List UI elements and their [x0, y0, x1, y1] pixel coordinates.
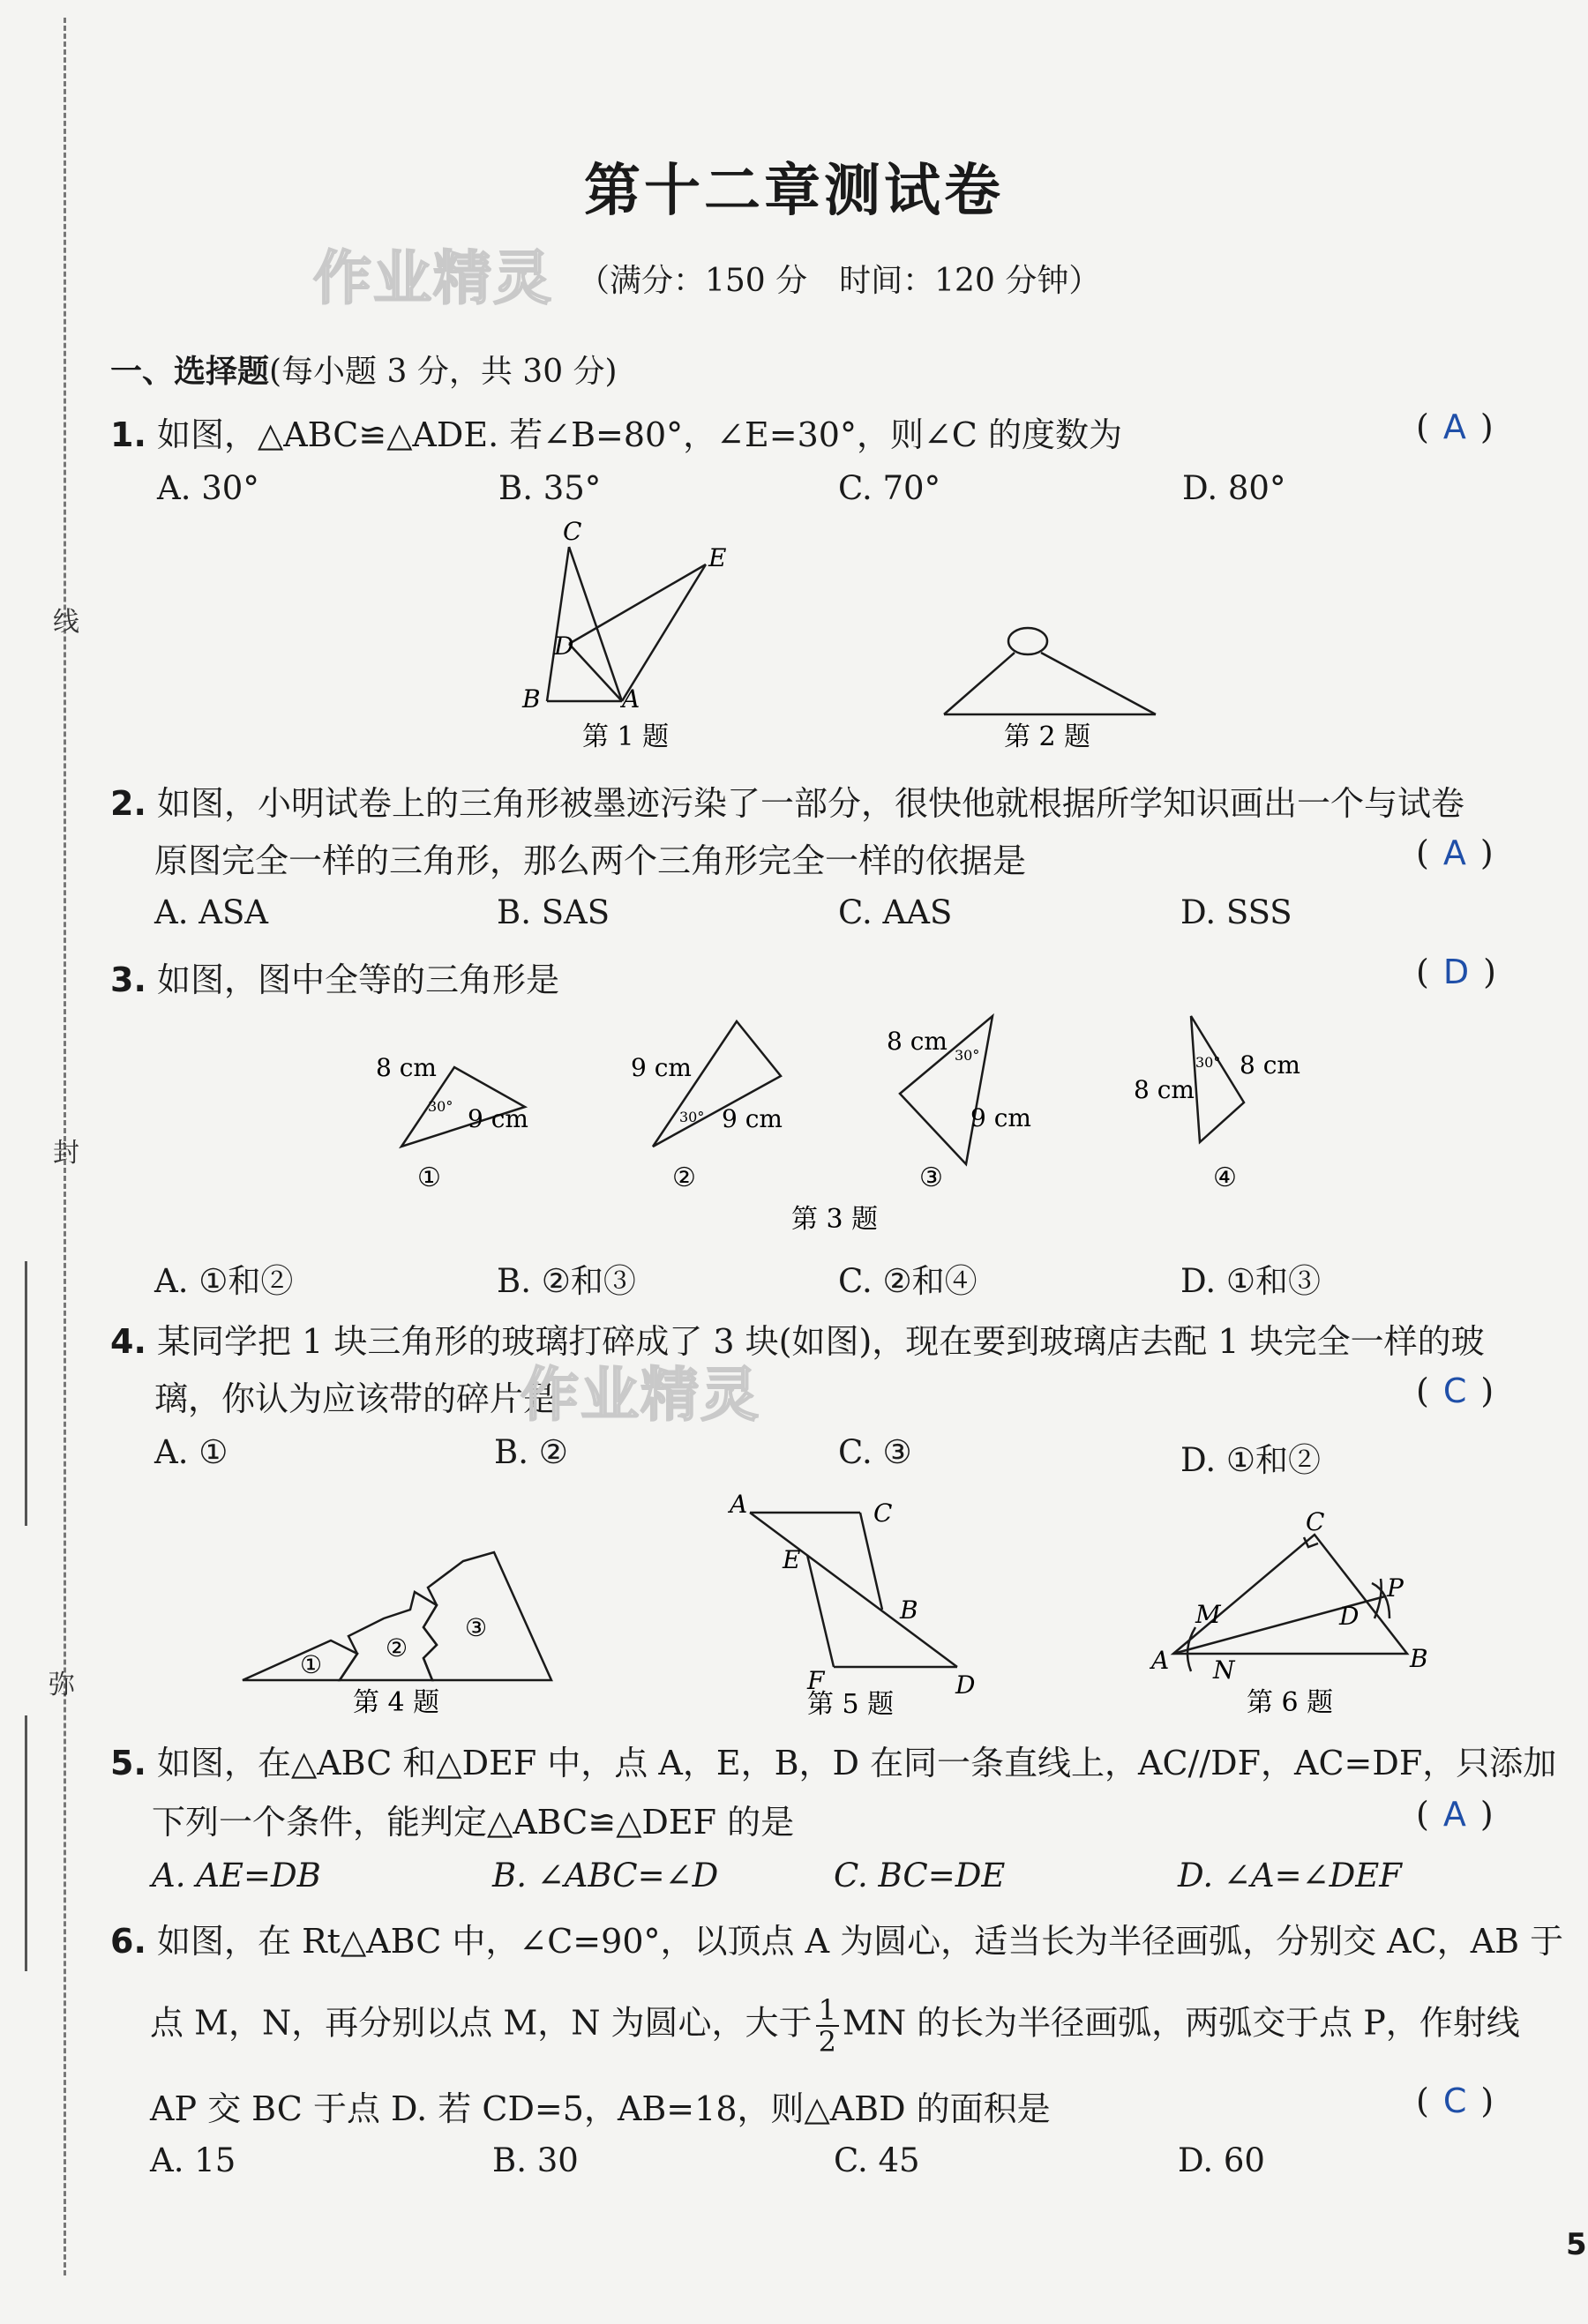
label-B: B	[1410, 1644, 1428, 1673]
question-text-line2: 原图完全一样的三角形，那么两个三角形完全一样的依据是	[154, 841, 1027, 880]
section-heading	[110, 347, 618, 392]
answer-value: A	[1442, 407, 1466, 446]
figure-3	[362, 1005, 1341, 1244]
option-d: D. ①和③	[1180, 1262, 1322, 1300]
question-text-line2: 下列一个条件，能判定△ABC≌△DEF 的是	[152, 1803, 795, 1842]
option-a: A. ASA	[154, 893, 269, 931]
option-b: B. ②	[494, 1433, 568, 1471]
piece-3: ③	[465, 1613, 488, 1642]
figure-caption: 第 5 题	[807, 1689, 895, 1720]
watermark: 作业精灵	[313, 244, 553, 312]
question-stem	[110, 1314, 1485, 1363]
option-c: C. ②和④	[838, 1262, 978, 1300]
question-text-line3: AP 交 BC 于点 D. 若 CD=5，AB=18，则△ABD 的面积是	[150, 2089, 1051, 2128]
answer-bracket: ( D )	[1416, 953, 1496, 991]
question-number: 2.	[110, 784, 146, 823]
piece-1: ①	[300, 1650, 323, 1679]
tri4-side-a: 8 cm	[1134, 1075, 1195, 1104]
question-text: 如图，在△ABC 和△DEF 中，点 A，E，B，D 在同一条直线上，AC//DF，AC=DF，只添加	[156, 1744, 1557, 1782]
label-D: D	[955, 1670, 976, 1700]
figure-caption: 第 6 题	[1247, 1687, 1334, 1718]
answer-bracket: ( C )	[1416, 1371, 1494, 1410]
option-c: C. AAS	[838, 893, 953, 931]
figure-caption: 第 4 题	[353, 1687, 440, 1718]
tri3-id: ③	[919, 1162, 943, 1193]
figure-1	[494, 520, 759, 758]
answer-value: D	[1442, 953, 1470, 991]
answer-value: A	[1442, 1795, 1466, 1834]
figure-2	[926, 617, 1173, 758]
option-d: D. ∠A=∠DEF	[1178, 1857, 1402, 1894]
page-number: 5	[1566, 2227, 1587, 2262]
label-D: D	[554, 631, 574, 661]
question-stem	[110, 407, 1122, 456]
figure-6	[1147, 1508, 1438, 1720]
question-number: 6.	[110, 1922, 146, 1961]
tri3-side-a: 8 cm	[887, 1027, 948, 1056]
tri3-side-b: 9 cm	[970, 1103, 1031, 1132]
label-A: A	[1151, 1646, 1170, 1675]
question-stem	[110, 1914, 1563, 1962]
tri4-angle: 30°	[1195, 1054, 1221, 1071]
option-a: A. ①和②	[154, 1262, 294, 1300]
option-a: A. ①	[154, 1433, 228, 1471]
label-A: A	[622, 684, 640, 714]
tri4-side-b: 8 cm	[1240, 1050, 1300, 1080]
tri2-side-b: 9 cm	[722, 1104, 783, 1133]
option-d: D. SSS	[1180, 893, 1292, 931]
tri4-id: ④	[1213, 1162, 1237, 1193]
tri1-angle: 30°	[428, 1098, 453, 1115]
option-d: D. ①和②	[1180, 1441, 1322, 1479]
margin-label-line: 线	[53, 607, 79, 638]
label-E: E	[783, 1545, 801, 1574]
fraction	[816, 1995, 839, 2057]
question-text: 某同学把 1 块三角形的玻璃打碎成了 3 块(如图)，现在要到玻璃店去配 1 块完全一样的玻	[156, 1322, 1485, 1361]
page-title: 第十二章测试卷	[584, 158, 1004, 224]
question-text: 如图，图中全等的三角形是	[156, 960, 559, 999]
option-c: C. ③	[838, 1433, 912, 1471]
tri3-angle: 30°	[955, 1047, 980, 1064]
question-text-line2: 璃，你认为应该带的碎片是	[154, 1379, 558, 1418]
option-c: C. 70°	[838, 469, 941, 507]
question-stem	[110, 1736, 1556, 1784]
margin-solid-line	[25, 1261, 27, 1526]
tri2-id: ②	[672, 1162, 696, 1193]
label-M: M	[1195, 1600, 1221, 1629]
section-label: 一、选择题	[110, 354, 270, 390]
option-a: A. AE=DB	[152, 1857, 321, 1894]
option-b: B. ②和③	[497, 1262, 636, 1300]
label-A: A	[730, 1491, 748, 1519]
tri1-side-a: 8 cm	[376, 1053, 437, 1082]
question-number: 5.	[110, 1744, 146, 1782]
question-text: 如图，△ABC≌△ADE. 若∠B=80°，∠E=30°，则∠C 的度数为	[156, 415, 1122, 454]
label-E: E	[708, 543, 727, 572]
margin-solid-line	[25, 1715, 27, 1971]
question-text: 如图，在 Rt△ABC 中，∠C=90°，以顶点 A 为圆心，适当长为半径画弧，分别交 AC，AB 于	[156, 1922, 1564, 1961]
question-text: MN 的长为半径画弧，两弧交于点 P，作射线	[842, 2003, 1520, 2043]
margin-label-bind: 弥	[49, 1670, 75, 1700]
figure-caption: 第 3 题	[791, 1204, 879, 1235]
option-c: C. BC=DE	[834, 1857, 1006, 1894]
answer-bracket: ( A )	[1416, 833, 1494, 872]
label-D: D	[1339, 1602, 1360, 1631]
question-text: 如图，小明试卷上的三角形被墨迹污染了一部分，很快他就根据所学知识画出一个与试卷	[156, 784, 1464, 823]
figure-caption: 第 2 题	[1004, 721, 1091, 752]
figure-5	[719, 1491, 984, 1720]
section-note: (每小题 3 分，共 30 分)	[269, 354, 618, 390]
answer-bracket: ( A )	[1416, 407, 1494, 446]
option-a: A. 15	[150, 2141, 236, 2179]
question-stem	[110, 953, 559, 1001]
label-N: N	[1213, 1655, 1235, 1685]
question-number: 3.	[110, 960, 146, 999]
label-C: C	[1306, 1508, 1325, 1536]
tri1-id: ①	[417, 1162, 441, 1193]
option-b: B. SAS	[497, 893, 610, 931]
fraction-numerator: 1	[816, 1995, 839, 2027]
option-d: D. 60	[1178, 2141, 1265, 2179]
question-number: 4.	[110, 1322, 146, 1361]
label-P: P	[1387, 1573, 1404, 1603]
label-F: F	[807, 1666, 825, 1695]
option-a: A. 30°	[157, 469, 259, 507]
option-b: B. ∠ABC=∠D	[492, 1857, 719, 1894]
piece-2: ②	[386, 1633, 408, 1663]
label-C: C	[873, 1498, 893, 1528]
question-text: 点 M，N，再分别以点 M，N 为圆心，大于	[150, 2003, 813, 2043]
label-C: C	[563, 520, 582, 546]
question-text-line2	[150, 1995, 1520, 2057]
question-stem	[110, 776, 1464, 825]
figure-4	[234, 1539, 569, 1720]
figure-caption: 第 1 题	[582, 721, 670, 752]
option-b: B. 30	[492, 2141, 579, 2179]
tri2-side-a: 9 cm	[631, 1053, 692, 1082]
label-B: B	[900, 1595, 918, 1625]
page-subtitle: （满分：150 分 时间：120 分钟）	[578, 263, 1101, 299]
tri2-angle: 30°	[679, 1109, 705, 1125]
option-d: D. 80°	[1182, 469, 1286, 507]
answer-bracket: ( C )	[1416, 2081, 1494, 2120]
answer-value: A	[1442, 833, 1466, 872]
answer-value: C	[1442, 1371, 1467, 1410]
fraction-denominator: 2	[818, 2025, 836, 2059]
margin-label-seal: 封	[53, 1138, 79, 1169]
question-number: 1.	[110, 415, 146, 454]
answer-value: C	[1442, 2081, 1467, 2120]
tri1-side-b: 9 cm	[468, 1104, 528, 1133]
answer-bracket: ( A )	[1416, 1795, 1494, 1834]
option-c: C. 45	[834, 2141, 920, 2179]
watermark: 作业精灵	[521, 1361, 760, 1429]
option-b: B. 35°	[498, 469, 602, 507]
label-B: B	[522, 684, 541, 714]
